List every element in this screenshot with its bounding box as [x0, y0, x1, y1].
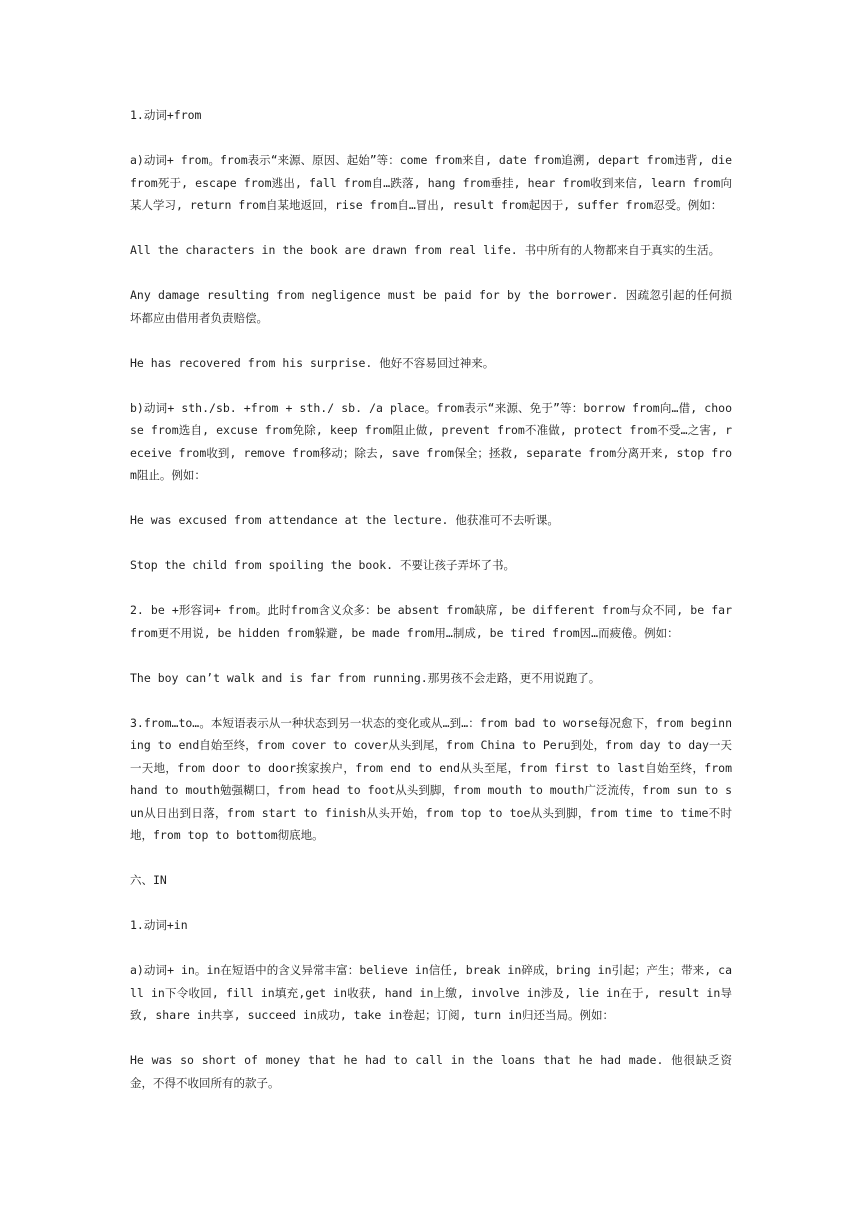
example-sentence: He was excused from attendance at the lecture. 他获准可不去听课。 — [130, 513, 559, 527]
example-sentence: Stop the child from spoiling the book. 不要让孩子弄坏了书。 — [130, 558, 516, 572]
paragraph-from-to: 3.from…to…。本短语表示从一种状态到另一状态的变化或从…到…：from bad to worse每况愈下，from beginning to end自始至终，from cover to cover从头到尾，from China to Peru到处，from day to day一天一天地，from door to door挨家挨户，from end to end从头至尾，from first to last自始至终，from hand to mouth勉强糊口，from head to foot从头到脚，from mouth to mouth广泛流传，from sun to sun从日出到日落，from start to finish从头开始，from top to toe从头到脚，from time to time不时地，from top to bottom彻底地。 — [130, 715, 732, 842]
example-sentence: The boy can’t walk and is far from running.那男孩不会走路，更不用说跑了。 — [130, 670, 601, 685]
heading-verb-in: 1.动词+in — [130, 918, 188, 932]
paragraph-verb-from-b: b)动词+ sth./sb. +from + sth./ sb. /a place。from表示“来源、免于”等：borrow from向…借, choose from选自, excuse from免除, keep from阻止做, prevent from不准做, protect from不受…之害, receive from收到, remove from移动；除去, save from保全；拯救, separate from分离开来, stop from阻止。例如： — [130, 400, 732, 482]
paragraph-verb-in-a: a)动词+ in。in在短语中的含义异常丰富：believe in信任, break in碎成，bring in引起；产生；带来, call in下令收回, fill in填充,get in收获, hand in上缴, involve in涉及, lie in在于, result in导致, share in共享, succeed in成功, take in卷起；订阅, turn in归还当局。例如： — [130, 963, 732, 1022]
example-sentence: He has recovered from his surprise. 他好不容易回过神来。 — [130, 355, 495, 370]
example-sentence: All the characters in the book are drawn from real life. 书中所有的人物都来自于真实的生活。 — [130, 243, 721, 257]
paragraph-be-adj-from: 2. be +形容词+ from。此时from含义众多：be absent from缺席, be different from与众不同, be far from更不用说, be hidden from躲避, be made from用…制成, be tired from因…而疲倦。例如： — [130, 603, 732, 640]
example-sentence: Any damage resulting from negligence must be paid for by the borrower. 因疏忽引起的任何损坏都应由借用者负责赔偿。 — [130, 288, 732, 325]
document-body — [130, 104, 732, 1117]
section-heading-in: 六、IN — [130, 873, 167, 887]
paragraph-verb-from-a: a)动词+ from。from表示“来源、原因、起始”等：come from来自, date from追溯, depart from违背, die from死于, escape from逃出, fall from自…跌落, hang from垂挂, hear from收到来信, learn from向某人学习, return from自某地返回，rise from自…冒出, result from起因于, suffer from忍受。例如： — [130, 153, 732, 212]
example-sentence: He was so short of money that he had to call in the loans that he had made. 他很缺乏资金，不得不收回所有的款子。 — [130, 1053, 732, 1090]
heading-verb-from: 1.动词+from — [130, 108, 202, 122]
